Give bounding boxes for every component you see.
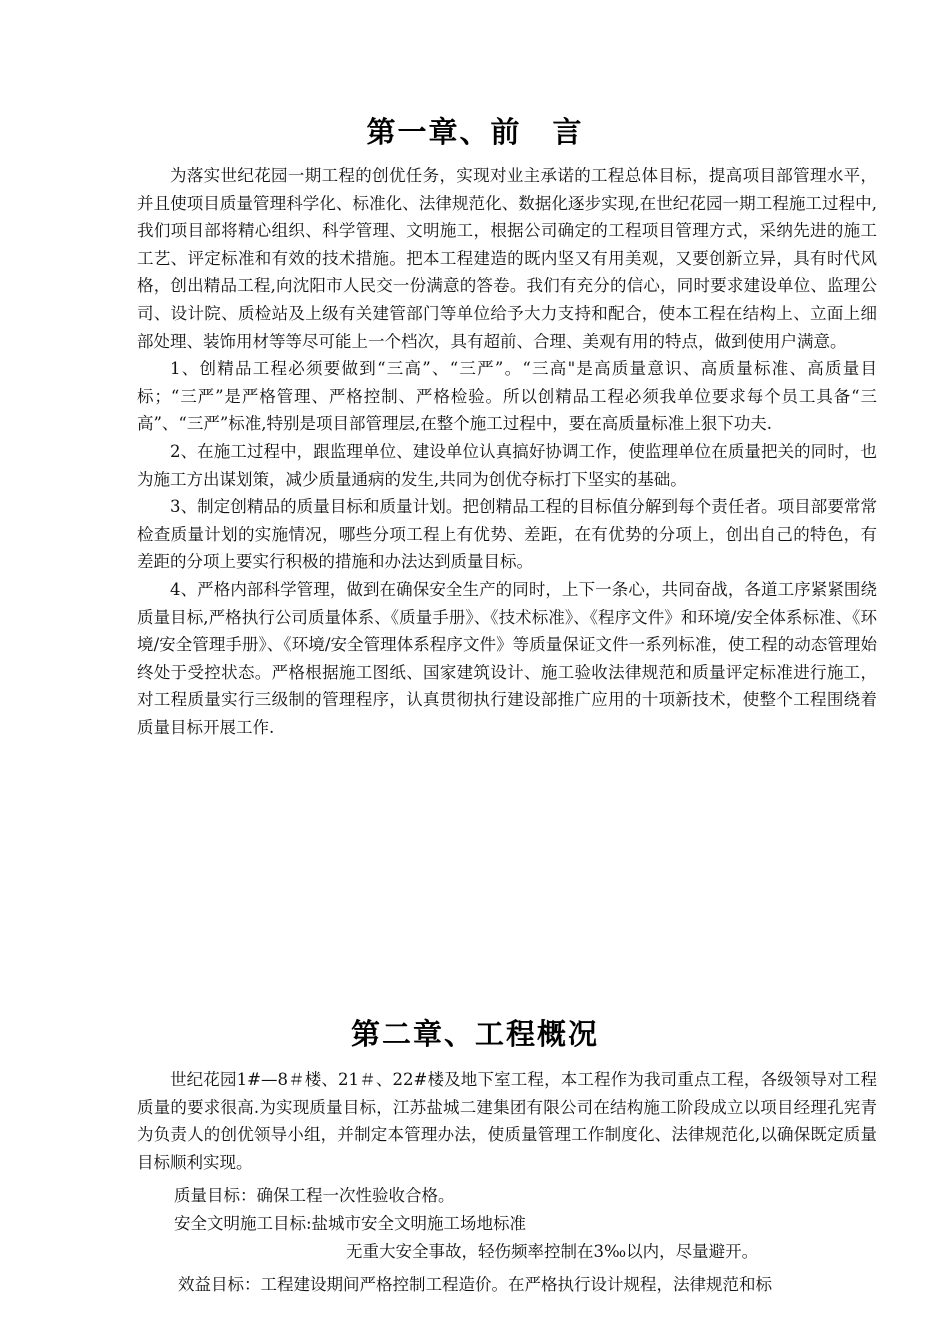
chapter-2-body [137, 1066, 877, 1176]
safety-goal-continuation: 无重大安全事故，轻伤频率控制在3‰以内，尽量避开。 [346, 1242, 759, 1261]
chapter-1-title: 第一章、前 言 [366, 115, 584, 149]
chapter-2-paragraph: 世纪花园1#—8＃楼、21＃、22#楼及地下室工程，本工程作为我司重点工程，各级领导对工程质量的要求很高.为实现质量目标，江苏盐城二建集团有限公司在结构施工阶段成立以项目经理孔宪青为负责人的创优领导小组，并制定本管理办法，使质量管理工作制度化、法律规范化,以确保既定质量目标顺利实现。 [137, 1070, 877, 1172]
benefit-goal: 效益目标：工程建设期间严格控制工程造价。在严格执行设计规程，法律规范和标 [178, 1275, 772, 1294]
safety-goal: 安全文明施工目标:盐城市安全文明施工场地标准 [174, 1214, 527, 1233]
quality-goal: 质量目标：确保工程一次性验收合格。 [174, 1186, 455, 1205]
chapter-1-body [137, 162, 877, 741]
chapter-1-paragraph: 4、严格内部科学管理，做到在确保安全生产的同时，上下一条心，共同奋战，各道工序紧紧围绕质量目标,严格执行公司质量体系、《质量手册》、《技术标准》、《程序文件》和环境/安全体系标准、《环境/安全管理手册》、《环境/安全管理体系程序文件》等质量保证文件一系列标准，使工程的动态管理始终处于受控状态。严格根据施工图纸、国家建筑设计、施工验收法律规范和质量评定标准进行施工，对工程质量实行三级制的管理程序，认真贯彻执行建设部推广应用的十项新技术，使整个工程围绕着质量目标开展工作. [137, 579, 877, 737]
chapter-1-paragraph: 为落实世纪花园一期工程的创优任务，实现对业主承诺的工程总体目标，提高项目部管理水平，并且使项目质量管理科学化、标准化、法律规范化、数据化逐步实现,在世纪花园一期工程施工过程中,我们项目部将精心组织、科学管理、文明施工，根据公司确定的工程项目管理方式，采纳先进的施工工艺、评定标准和有效的技术措施。把本工程建造的既内坚又有用美观，又要创新立异，具有时代风格，创出精品工程,向沈阳市人民交一份满意的答卷。我们有充分的信心，同时要求建设单位、监理公司、设计院、质检站及上级有关建管部门等单位给予大力支持和配合，使本工程在结构上、立面上细部处理、装饰用材等等尽可能上一个档次，具有超前、合理、美观有用的特点，做到使用户满意。 [137, 166, 877, 351]
chapter-1-paragraph: 3、制定创精品的质量目标和质量计划。把创精品工程的目标值分解到每个责任者。项目部要常常检查质量计划的实施情况，哪些分项工程上有优势、差距，在有优势的分项上，创出自己的特色，有差距的分项上要实行积极的措施和办法达到质量目标。 [137, 497, 877, 572]
chapter-1-paragraph: 2、在施工过程中，跟监理单位、建设单位认真搞好协调工作，使监理单位在质量把关的同时，也为施工方出谋划策，减少质量通病的发生,共同为创优夺标打下坚实的基础。 [137, 441, 877, 489]
chapter-2-title: 第二章、工程概况 [350, 1017, 599, 1051]
chapter-1-paragraph: 1、创精品工程必须要做到“三高”、“三严”。“三高"是高质量意识、高质量标准、高质量目标；“三严”是严格管理、严格控制、严格检验。所以创精品工程必须我单位要求每个员工具备“三高”、“三严”标准,特别是项目部管理层,在整个施工过程中，要在高质量标准上狠下功夫. [137, 359, 877, 434]
